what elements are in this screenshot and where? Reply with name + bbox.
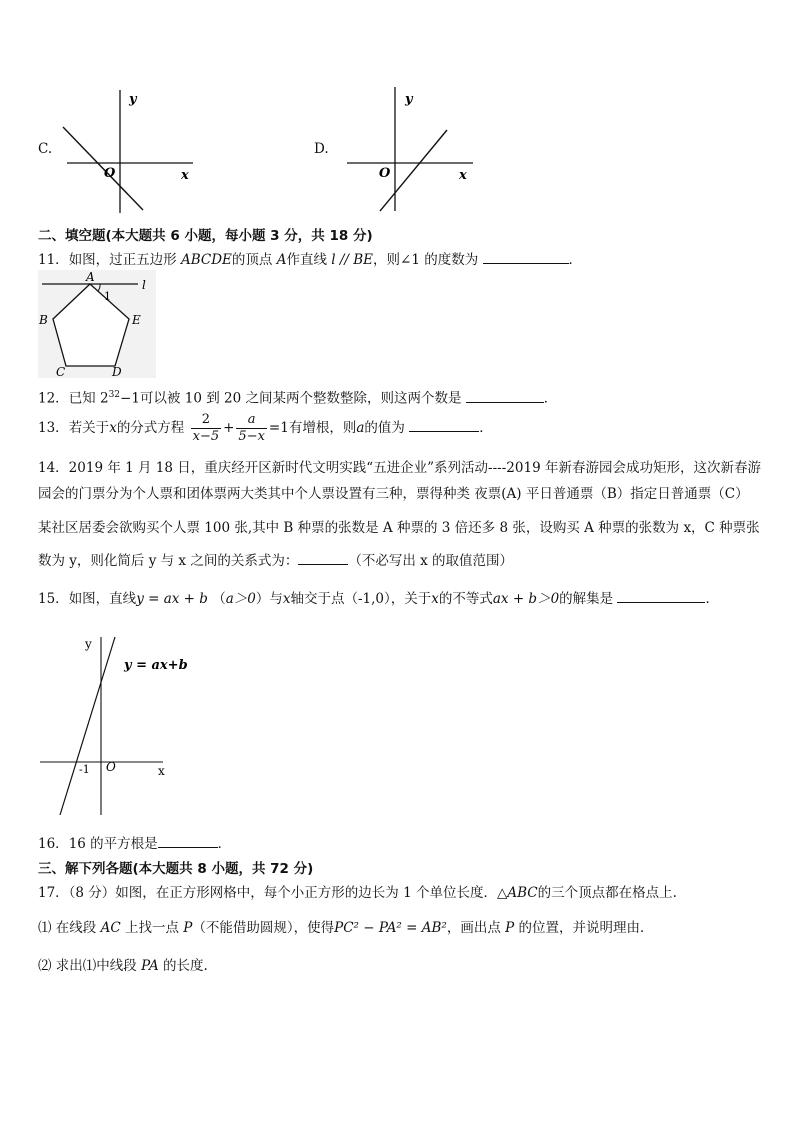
question-14-line-4: 数为 y，则化简后 y 与 x 之间的关系式为： （不必写出 x 的取值范围） xyxy=(38,550,513,570)
question-17-stem: 17．（8 分）如图，在正方形网格中，每个小正方形的边长为 1 个单位长度．△ABC的三个顶点都在格点上. xyxy=(38,885,677,901)
question-17-part-2: ⑵ 求出⑴中线段 PA 的长度. xyxy=(38,958,208,974)
c-x-label: x xyxy=(181,168,189,183)
section-3-heading: 三、解下列各题(本大题共 8 小题，共 72 分) xyxy=(38,861,314,877)
answer-blank-12[interactable] xyxy=(466,388,544,403)
vertex-a-label: A xyxy=(86,270,95,284)
c-origin-label: O xyxy=(104,166,116,181)
fraction-2: $\frac{a}{5-x}$ xyxy=(238,412,265,444)
fraction-1: $\frac{2}{x-5}$ xyxy=(192,412,220,444)
line-l-label: l xyxy=(142,278,146,292)
d-origin-label: O xyxy=(379,166,391,181)
question-17-part-1: ⑴ 在线段 AC 上找一点 P（不能借助圆规），使得PC² − PA² = AB²，画出点 P 的位置，并说明理由． xyxy=(38,920,654,936)
question-14-line-1: 14．2019 年 1 月 18 日，重庆经开区新时代文明实践“五进企业”系列活动----2019 年新春游园会成功矩形，这次新春游 xyxy=(38,460,761,476)
vertex-e-label: E xyxy=(132,313,141,327)
vertex-c-label: C xyxy=(56,365,66,379)
option-d-graph xyxy=(335,85,485,220)
angle-1-label: 1 xyxy=(104,290,111,303)
c-y-label: y xyxy=(129,92,137,107)
question-14-line-2: 园会的门票分为个人票和团体票两大类其中个人票设置有三种，票得种类 夜票(A) 平日普通票（B）指定日普通票（C） xyxy=(38,486,749,502)
question-12: 12．已知 $2^{32}-1$可以被 10 到 20 之间某两个整数整除，则这两个数是 ． xyxy=(38,386,557,408)
vertex-d-label: D xyxy=(112,365,122,379)
question-13: 13．若关于x的分式方程 $\frac{2}{x-5}$ + $\frac{a}{5-x}$ =1有增根，则a的值为 ． xyxy=(38,412,493,444)
q15-origin-label: O xyxy=(106,760,116,774)
option-d-label: D. xyxy=(314,141,329,157)
q15-graph xyxy=(38,632,188,817)
pentagon-figure xyxy=(38,270,156,378)
answer-blank-11[interactable] xyxy=(483,249,569,264)
question-15: 15．如图，直线y = ax + b （a＞0）与x轴交于点（-1,0），关于x的不等式ax + b＞0的解集是 ． xyxy=(38,588,719,608)
section-2-heading: 二、填空题(本大题共 6 小题，每小题 3 分，共 18 分) xyxy=(38,228,373,244)
q15-line-label: y = ax+b xyxy=(124,658,188,673)
q15-line xyxy=(60,637,115,815)
c-line xyxy=(63,127,143,210)
answer-blank-16[interactable] xyxy=(158,833,218,848)
d-x-label: x xyxy=(459,168,467,183)
option-c-graph xyxy=(55,85,205,220)
answer-blank-14[interactable] xyxy=(298,550,348,565)
answer-blank-15[interactable] xyxy=(617,588,705,603)
question-16: 16．16 的平方根是 ． xyxy=(38,833,231,853)
option-c-label: C. xyxy=(38,141,53,157)
d-y-label: y xyxy=(405,92,413,107)
q15-y-label: y xyxy=(85,637,92,651)
q15-x-label: x xyxy=(158,764,165,778)
answer-blank-13[interactable] xyxy=(409,417,479,432)
question-14-line-3: 某社区居委会欲购买个人票 100 张,其中 B 种票的张数是 A 种票的 3 倍还多 8 张，设购买 A 种票的张数为 x，C 种票张 xyxy=(38,520,760,536)
question-11: 11．如图，过正五边形 ABCDE的顶点 A作直线 l // BE，则∠1 的度数为 ． xyxy=(38,249,582,269)
vertex-b-label: B xyxy=(39,313,48,327)
q15-minus-one-label: -1 xyxy=(79,763,90,776)
